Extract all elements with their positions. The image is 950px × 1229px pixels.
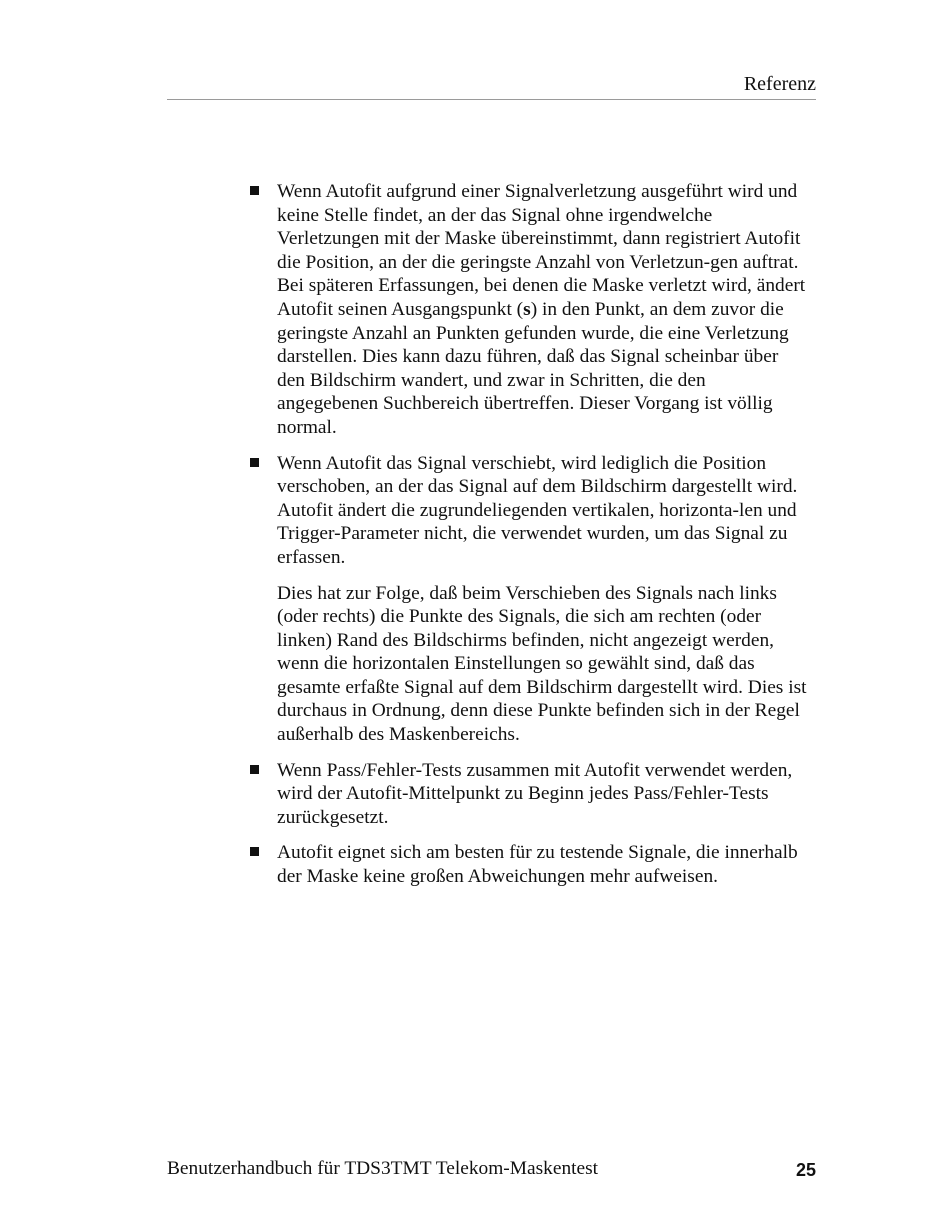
list-item bbox=[248, 452, 808, 747]
list-item bbox=[248, 841, 808, 888]
running-footer: Benutzerhandbuch für TDS3TMT Telekom-Maskentest bbox=[167, 1158, 599, 1179]
bold-symbol: s bbox=[523, 298, 531, 320]
paragraph: Autofit eignet sich am besten für zu testende Signale, die innerhalb der Maske keine großen Abweichungen mehr aufweisen. bbox=[277, 842, 798, 888]
square-bullet-icon bbox=[250, 847, 259, 856]
header-rule bbox=[167, 99, 816, 100]
text-span: ) in den Punkt, an dem zuvor die geringste Anzahl an Punkten gefunden wurde, die eine Verletzung darstellen. Dies kann dazu führen, daß das Signal scheinbar über den Bildschirm wandert, und zwar in Schritten, die den angegebenen Suchbereich übertreffen. Dieser Vorgang ist völlig normal. bbox=[277, 298, 789, 438]
bullet-list bbox=[248, 180, 808, 901]
square-bullet-icon bbox=[250, 186, 259, 195]
square-bullet-icon bbox=[250, 458, 259, 467]
paragraph: Wenn Pass/Fehler-Tests zusammen mit Autofit verwendet werden, wird der Autofit-Mittelpunkt zu Beginn jedes Pass/Fehler-Tests zurückgesetzt. bbox=[277, 759, 793, 828]
paragraph: Wenn Autofit das Signal verschiebt, wird lediglich die Position verschoben, an der das Signal auf dem Bildschirm dargestellt wird. Autofit ändert die zugrundeliegenden vertikalen, horizonta-len und Trigger-Parameter nicht, die verwendet wurden, um das Signal zu erfassen. bbox=[277, 452, 798, 568]
running-header: Referenz bbox=[743, 73, 816, 95]
list-item bbox=[248, 759, 808, 830]
square-bullet-icon bbox=[250, 765, 259, 774]
list-item bbox=[248, 180, 808, 440]
page-number: 25 bbox=[795, 1160, 816, 1180]
text-span: Wenn Autofit aufgrund einer Signalverletzung ausgeführt wird und keine Stelle findet, an der das Signal ohne irgendwelche Verletzungen mit der Maske übereinstimmt, dann registriert Autofit die Position, an der die geringste Anzahl von Verletzun-gen auftrat. Bei späteren Erfassungen, bei denen die Maske verletzt wird, ändert Autofit seinen Ausgangspunkt ( bbox=[277, 181, 806, 320]
paragraph bbox=[277, 180, 808, 440]
paragraph: Dies hat zur Folge, daß beim Verschieben des Signals nach links (oder rechts) die Punkte des Signals, die sich am rechten (oder linken) Rand des Bildschirms befinden, nicht angezeigt werden, wenn die horizontalen Einstellungen so gewählt sind, daß das gesamte erfaßte Signal auf dem Bildschirm dargestellt wird. Dies ist durchaus in Ordnung, denn diese Punkte befinden sich in der Regel außerhalb des Maskenbereichs. bbox=[277, 582, 807, 746]
